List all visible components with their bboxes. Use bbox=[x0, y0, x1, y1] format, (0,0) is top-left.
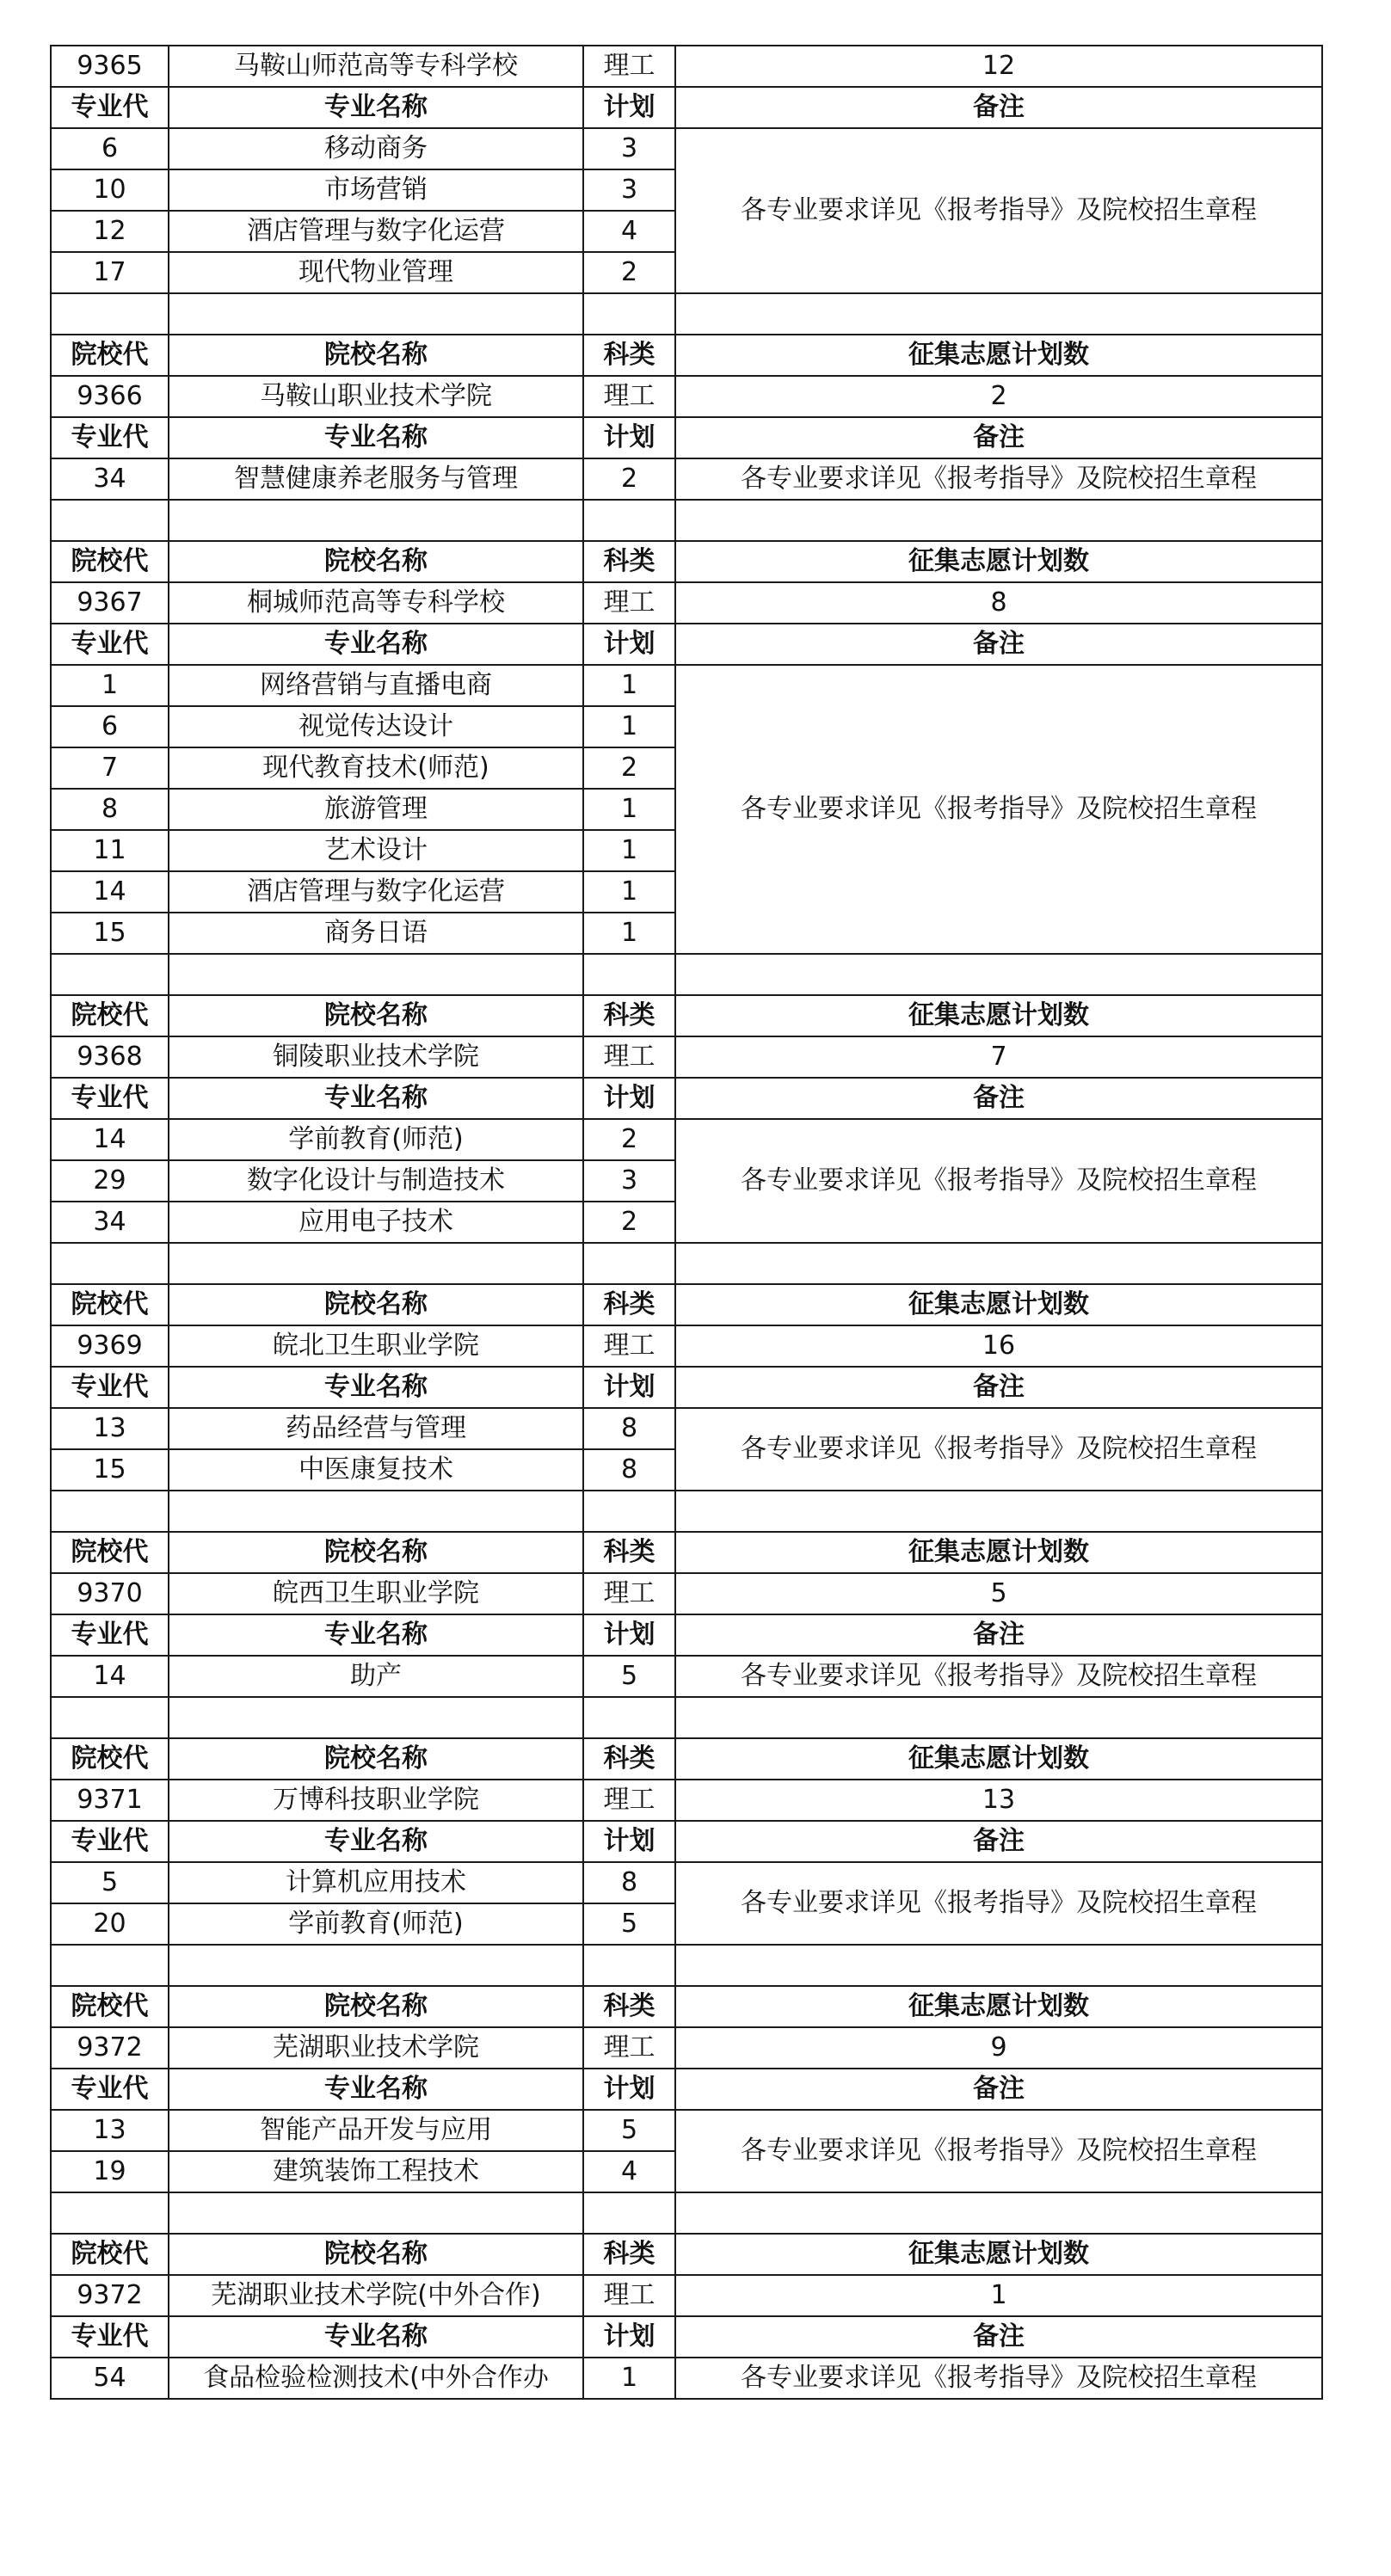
school-code: 9365 bbox=[51, 46, 169, 87]
major-note: 各专业要求详见《报考指导》及院校招生章程 bbox=[675, 2358, 1322, 2399]
major-row bbox=[51, 2358, 1322, 2399]
major-code: 5 bbox=[51, 1862, 169, 1903]
spacer-cell bbox=[583, 293, 675, 335]
major-name-header: 专业名称 bbox=[169, 2069, 583, 2110]
school-name-header: 院校名称 bbox=[169, 1986, 583, 2027]
major-name: 商务日语 bbox=[169, 913, 583, 954]
major-code: 8 bbox=[51, 789, 169, 830]
school-name: 芜湖职业技术学院(中外合作) bbox=[169, 2275, 583, 2316]
major-note: 各专业要求详见《报考指导》及院校招生章程 bbox=[675, 2110, 1322, 2192]
school-code: 9372 bbox=[51, 2275, 169, 2316]
major-plan: 8 bbox=[583, 1862, 675, 1903]
major-plan: 5 bbox=[583, 2110, 675, 2151]
major-note: 各专业要求详见《报考指导》及院校招生章程 bbox=[675, 665, 1322, 954]
school-code: 9369 bbox=[51, 1325, 169, 1367]
school-row bbox=[51, 376, 1322, 417]
school-name-header: 院校名称 bbox=[169, 541, 583, 582]
school-header-row bbox=[51, 995, 1322, 1036]
school-quota: 9 bbox=[675, 2027, 1322, 2069]
school-name: 马鞍山职业技术学院 bbox=[169, 376, 583, 417]
quota-header: 征集志愿计划数 bbox=[675, 1284, 1322, 1325]
major-plan: 2 bbox=[583, 747, 675, 789]
major-name: 智能产品开发与应用 bbox=[169, 2110, 583, 2151]
spacer-cell bbox=[169, 1491, 583, 1532]
school-code-header: 院校代 bbox=[51, 541, 169, 582]
school-quota: 16 bbox=[675, 1325, 1322, 1367]
major-name: 计算机应用技术 bbox=[169, 1862, 583, 1903]
note-header: 备注 bbox=[675, 417, 1322, 458]
school-row bbox=[51, 46, 1322, 87]
quota-header: 征集志愿计划数 bbox=[675, 1532, 1322, 1573]
school-name: 桐城师范高等专科学校 bbox=[169, 582, 583, 624]
major-name: 中医康复技术 bbox=[169, 1449, 583, 1491]
school-category: 理工 bbox=[583, 1036, 675, 1078]
major-code: 54 bbox=[51, 2358, 169, 2399]
note-header: 备注 bbox=[675, 1821, 1322, 1862]
major-plan: 5 bbox=[583, 1903, 675, 1945]
major-name: 学前教育(师范) bbox=[169, 1119, 583, 1160]
school-code: 9367 bbox=[51, 582, 169, 624]
major-row bbox=[51, 458, 1322, 500]
section-spacer-row bbox=[51, 954, 1322, 995]
major-code-header: 专业代 bbox=[51, 417, 169, 458]
major-code: 13 bbox=[51, 1408, 169, 1449]
school-name: 万博科技职业学院 bbox=[169, 1780, 583, 1821]
major-plan: 1 bbox=[583, 830, 675, 871]
school-category: 理工 bbox=[583, 2027, 675, 2069]
school-row bbox=[51, 2027, 1322, 2069]
major-plan: 1 bbox=[583, 706, 675, 747]
major-plan: 1 bbox=[583, 913, 675, 954]
plan-header: 计划 bbox=[583, 87, 675, 128]
major-code-header: 专业代 bbox=[51, 1367, 169, 1408]
plan-header: 计划 bbox=[583, 1821, 675, 1862]
major-name: 现代教育技术(师范) bbox=[169, 747, 583, 789]
major-name: 食品检验检测技术(中外合作办 bbox=[169, 2358, 583, 2399]
school-row bbox=[51, 1325, 1322, 1367]
major-name: 视觉传达设计 bbox=[169, 706, 583, 747]
spacer-cell bbox=[583, 1697, 675, 1738]
school-header-row bbox=[51, 1532, 1322, 1573]
spacer-cell bbox=[675, 293, 1322, 335]
major-name: 艺术设计 bbox=[169, 830, 583, 871]
major-name: 网络营销与直播电商 bbox=[169, 665, 583, 706]
note-header: 备注 bbox=[675, 87, 1322, 128]
section-spacer-row bbox=[51, 293, 1322, 335]
plan-header: 计划 bbox=[583, 2316, 675, 2358]
spacer-cell bbox=[169, 293, 583, 335]
note-header: 备注 bbox=[675, 1078, 1322, 1119]
category-header: 科类 bbox=[583, 1986, 675, 2027]
category-header: 科类 bbox=[583, 1284, 675, 1325]
major-row bbox=[51, 1408, 1322, 1449]
major-note: 各专业要求详见《报考指导》及院校招生章程 bbox=[675, 1862, 1322, 1945]
school-code: 9372 bbox=[51, 2027, 169, 2069]
school-row bbox=[51, 1036, 1322, 1078]
major-plan: 3 bbox=[583, 128, 675, 169]
school-category: 理工 bbox=[583, 582, 675, 624]
major-name: 现代物业管理 bbox=[169, 252, 583, 293]
major-name: 智慧健康养老服务与管理 bbox=[169, 458, 583, 500]
spacer-cell bbox=[51, 1945, 169, 1986]
note-header: 备注 bbox=[675, 2316, 1322, 2358]
major-name: 建筑装饰工程技术 bbox=[169, 2151, 583, 2192]
spacer-cell bbox=[675, 1697, 1322, 1738]
major-name: 酒店管理与数字化运营 bbox=[169, 871, 583, 913]
major-name-header: 专业名称 bbox=[169, 624, 583, 665]
major-plan: 8 bbox=[583, 1408, 675, 1449]
major-code: 6 bbox=[51, 706, 169, 747]
school-row bbox=[51, 1573, 1322, 1614]
school-category: 理工 bbox=[583, 1573, 675, 1614]
spacer-cell bbox=[675, 500, 1322, 541]
school-quota: 7 bbox=[675, 1036, 1322, 1078]
spacer-cell bbox=[583, 500, 675, 541]
major-plan: 2 bbox=[583, 1202, 675, 1243]
school-row bbox=[51, 2275, 1322, 2316]
major-row bbox=[51, 665, 1322, 706]
major-code-header: 专业代 bbox=[51, 1614, 169, 1656]
school-name: 芜湖职业技术学院 bbox=[169, 2027, 583, 2069]
school-name-header: 院校名称 bbox=[169, 1284, 583, 1325]
spacer-cell bbox=[583, 2192, 675, 2234]
note-header: 备注 bbox=[675, 1614, 1322, 1656]
major-code-header: 专业代 bbox=[51, 1821, 169, 1862]
spacer-cell bbox=[51, 293, 169, 335]
school-name-header: 院校名称 bbox=[169, 1532, 583, 1573]
section-spacer-row bbox=[51, 1491, 1322, 1532]
school-name: 铜陵职业技术学院 bbox=[169, 1036, 583, 1078]
spacer-cell bbox=[169, 954, 583, 995]
section-spacer-row bbox=[51, 1697, 1322, 1738]
plan-header: 计划 bbox=[583, 417, 675, 458]
major-name-header: 专业名称 bbox=[169, 2316, 583, 2358]
category-header: 科类 bbox=[583, 2234, 675, 2275]
school-row bbox=[51, 582, 1322, 624]
major-name: 移动商务 bbox=[169, 128, 583, 169]
major-code: 11 bbox=[51, 830, 169, 871]
major-header-row bbox=[51, 1367, 1322, 1408]
school-category: 理工 bbox=[583, 1780, 675, 1821]
school-code-header: 院校代 bbox=[51, 1284, 169, 1325]
major-code: 10 bbox=[51, 169, 169, 211]
major-header-row bbox=[51, 1614, 1322, 1656]
school-code: 9368 bbox=[51, 1036, 169, 1078]
school-header-row bbox=[51, 2234, 1322, 2275]
school-name: 皖北卫生职业学院 bbox=[169, 1325, 583, 1367]
spacer-cell bbox=[51, 2192, 169, 2234]
major-header-row bbox=[51, 624, 1322, 665]
major-plan: 2 bbox=[583, 252, 675, 293]
school-code: 9370 bbox=[51, 1573, 169, 1614]
major-name: 药品经营与管理 bbox=[169, 1408, 583, 1449]
plan-header: 计划 bbox=[583, 2069, 675, 2110]
school-code: 9371 bbox=[51, 1780, 169, 1821]
major-code: 1 bbox=[51, 665, 169, 706]
section-spacer-row bbox=[51, 1243, 1322, 1284]
school-code-header: 院校代 bbox=[51, 1738, 169, 1780]
category-header: 科类 bbox=[583, 541, 675, 582]
major-note: 各专业要求详见《报考指导》及院校招生章程 bbox=[675, 1408, 1322, 1491]
major-code: 20 bbox=[51, 1903, 169, 1945]
major-row bbox=[51, 1119, 1322, 1160]
major-name: 学前教育(师范) bbox=[169, 1903, 583, 1945]
school-name-header: 院校名称 bbox=[169, 995, 583, 1036]
major-code: 6 bbox=[51, 128, 169, 169]
major-row bbox=[51, 1862, 1322, 1903]
school-code-header: 院校代 bbox=[51, 335, 169, 376]
major-name: 应用电子技术 bbox=[169, 1202, 583, 1243]
school-code-header: 院校代 bbox=[51, 1986, 169, 2027]
major-code: 29 bbox=[51, 1160, 169, 1202]
major-name-header: 专业名称 bbox=[169, 1614, 583, 1656]
quota-header: 征集志愿计划数 bbox=[675, 1738, 1322, 1780]
major-code-header: 专业代 bbox=[51, 624, 169, 665]
major-code: 14 bbox=[51, 1656, 169, 1697]
school-header-row bbox=[51, 1986, 1322, 2027]
major-note: 各专业要求详见《报考指导》及院校招生章程 bbox=[675, 1656, 1322, 1697]
major-code: 17 bbox=[51, 252, 169, 293]
spacer-cell bbox=[51, 1243, 169, 1284]
spacer-cell bbox=[675, 1491, 1322, 1532]
major-plan: 1 bbox=[583, 2358, 675, 2399]
spacer-cell bbox=[675, 1945, 1322, 1986]
major-code-header: 专业代 bbox=[51, 1078, 169, 1119]
major-code: 12 bbox=[51, 211, 169, 252]
major-header-row bbox=[51, 2316, 1322, 2358]
table-body bbox=[51, 46, 1322, 2399]
school-quota: 8 bbox=[675, 582, 1322, 624]
school-header-row bbox=[51, 541, 1322, 582]
school-header-row bbox=[51, 335, 1322, 376]
major-header-row bbox=[51, 417, 1322, 458]
major-name: 酒店管理与数字化运营 bbox=[169, 211, 583, 252]
school-name-header: 院校名称 bbox=[169, 1738, 583, 1780]
major-plan: 1 bbox=[583, 871, 675, 913]
plan-header: 计划 bbox=[583, 1078, 675, 1119]
plan-header: 计划 bbox=[583, 1367, 675, 1408]
major-plan: 1 bbox=[583, 665, 675, 706]
major-plan: 1 bbox=[583, 789, 675, 830]
school-name: 皖西卫生职业学院 bbox=[169, 1573, 583, 1614]
category-header: 科类 bbox=[583, 1532, 675, 1573]
note-header: 备注 bbox=[675, 1367, 1322, 1408]
major-name: 旅游管理 bbox=[169, 789, 583, 830]
school-name: 马鞍山师范高等专科学校 bbox=[169, 46, 583, 87]
quota-header: 征集志愿计划数 bbox=[675, 1986, 1322, 2027]
major-plan: 3 bbox=[583, 169, 675, 211]
spacer-cell bbox=[51, 500, 169, 541]
major-code: 15 bbox=[51, 1449, 169, 1491]
school-name-header: 院校名称 bbox=[169, 335, 583, 376]
section-spacer-row bbox=[51, 2192, 1322, 2234]
major-code: 13 bbox=[51, 2110, 169, 2151]
quota-header: 征集志愿计划数 bbox=[675, 2234, 1322, 2275]
spacer-cell bbox=[169, 1945, 583, 1986]
major-plan: 8 bbox=[583, 1449, 675, 1491]
school-code-header: 院校代 bbox=[51, 1532, 169, 1573]
major-name: 数字化设计与制造技术 bbox=[169, 1160, 583, 1202]
major-row bbox=[51, 128, 1322, 169]
school-quota: 12 bbox=[675, 46, 1322, 87]
school-quota: 2 bbox=[675, 376, 1322, 417]
school-row bbox=[51, 1780, 1322, 1821]
school-quota: 13 bbox=[675, 1780, 1322, 1821]
major-name: 市场营销 bbox=[169, 169, 583, 211]
category-header: 科类 bbox=[583, 1738, 675, 1780]
major-plan: 5 bbox=[583, 1656, 675, 1697]
major-header-row bbox=[51, 1821, 1322, 1862]
major-code-header: 专业代 bbox=[51, 87, 169, 128]
major-row bbox=[51, 1656, 1322, 1697]
major-note: 各专业要求详见《报考指导》及院校招生章程 bbox=[675, 128, 1322, 293]
quota-header: 征集志愿计划数 bbox=[675, 541, 1322, 582]
major-name-header: 专业名称 bbox=[169, 1078, 583, 1119]
major-code: 19 bbox=[51, 2151, 169, 2192]
major-name-header: 专业名称 bbox=[169, 1821, 583, 1862]
spacer-cell bbox=[583, 1945, 675, 1986]
school-quota: 1 bbox=[675, 2275, 1322, 2316]
category-header: 科类 bbox=[583, 995, 675, 1036]
major-plan: 3 bbox=[583, 1160, 675, 1202]
school-name-header: 院校名称 bbox=[169, 2234, 583, 2275]
admission-plan-table bbox=[50, 45, 1323, 2400]
major-name-header: 专业名称 bbox=[169, 417, 583, 458]
major-code: 34 bbox=[51, 458, 169, 500]
major-code-header: 专业代 bbox=[51, 2316, 169, 2358]
school-category: 理工 bbox=[583, 46, 675, 87]
school-category: 理工 bbox=[583, 376, 675, 417]
spacer-cell bbox=[51, 1697, 169, 1738]
school-code-header: 院校代 bbox=[51, 995, 169, 1036]
spacer-cell bbox=[675, 954, 1322, 995]
plan-header: 计划 bbox=[583, 624, 675, 665]
school-header-row bbox=[51, 1738, 1322, 1780]
major-plan: 4 bbox=[583, 2151, 675, 2192]
spacer-cell bbox=[675, 2192, 1322, 2234]
quota-header: 征集志愿计划数 bbox=[675, 995, 1322, 1036]
major-row bbox=[51, 2110, 1322, 2151]
major-header-row bbox=[51, 87, 1322, 128]
plan-header: 计划 bbox=[583, 1614, 675, 1656]
major-code: 7 bbox=[51, 747, 169, 789]
school-code-header: 院校代 bbox=[51, 2234, 169, 2275]
spacer-cell bbox=[583, 1243, 675, 1284]
note-header: 备注 bbox=[675, 624, 1322, 665]
quota-header: 征集志愿计划数 bbox=[675, 335, 1322, 376]
major-note: 各专业要求详见《报考指导》及院校招生章程 bbox=[675, 1119, 1322, 1243]
major-code: 14 bbox=[51, 871, 169, 913]
major-name-header: 专业名称 bbox=[169, 1367, 583, 1408]
major-code: 34 bbox=[51, 1202, 169, 1243]
spacer-cell bbox=[169, 1697, 583, 1738]
spacer-cell bbox=[169, 1243, 583, 1284]
major-plan: 4 bbox=[583, 211, 675, 252]
school-header-row bbox=[51, 1284, 1322, 1325]
school-category: 理工 bbox=[583, 2275, 675, 2316]
spacer-cell bbox=[675, 1243, 1322, 1284]
school-code: 9366 bbox=[51, 376, 169, 417]
major-header-row bbox=[51, 1078, 1322, 1119]
major-note: 各专业要求详见《报考指导》及院校招生章程 bbox=[675, 458, 1322, 500]
major-name: 助产 bbox=[169, 1656, 583, 1697]
school-quota: 5 bbox=[675, 1573, 1322, 1614]
major-code: 14 bbox=[51, 1119, 169, 1160]
major-code: 15 bbox=[51, 913, 169, 954]
spacer-cell bbox=[583, 954, 675, 995]
spacer-cell bbox=[51, 954, 169, 995]
section-spacer-row bbox=[51, 500, 1322, 541]
major-plan: 2 bbox=[583, 1119, 675, 1160]
major-header-row bbox=[51, 2069, 1322, 2110]
spacer-cell bbox=[169, 2192, 583, 2234]
major-code-header: 专业代 bbox=[51, 2069, 169, 2110]
note-header: 备注 bbox=[675, 2069, 1322, 2110]
spacer-cell bbox=[583, 1491, 675, 1532]
spacer-cell bbox=[169, 500, 583, 541]
section-spacer-row bbox=[51, 1945, 1322, 1986]
spacer-cell bbox=[51, 1491, 169, 1532]
school-category: 理工 bbox=[583, 1325, 675, 1367]
category-header: 科类 bbox=[583, 335, 675, 376]
major-plan: 2 bbox=[583, 458, 675, 500]
major-name-header: 专业名称 bbox=[169, 87, 583, 128]
